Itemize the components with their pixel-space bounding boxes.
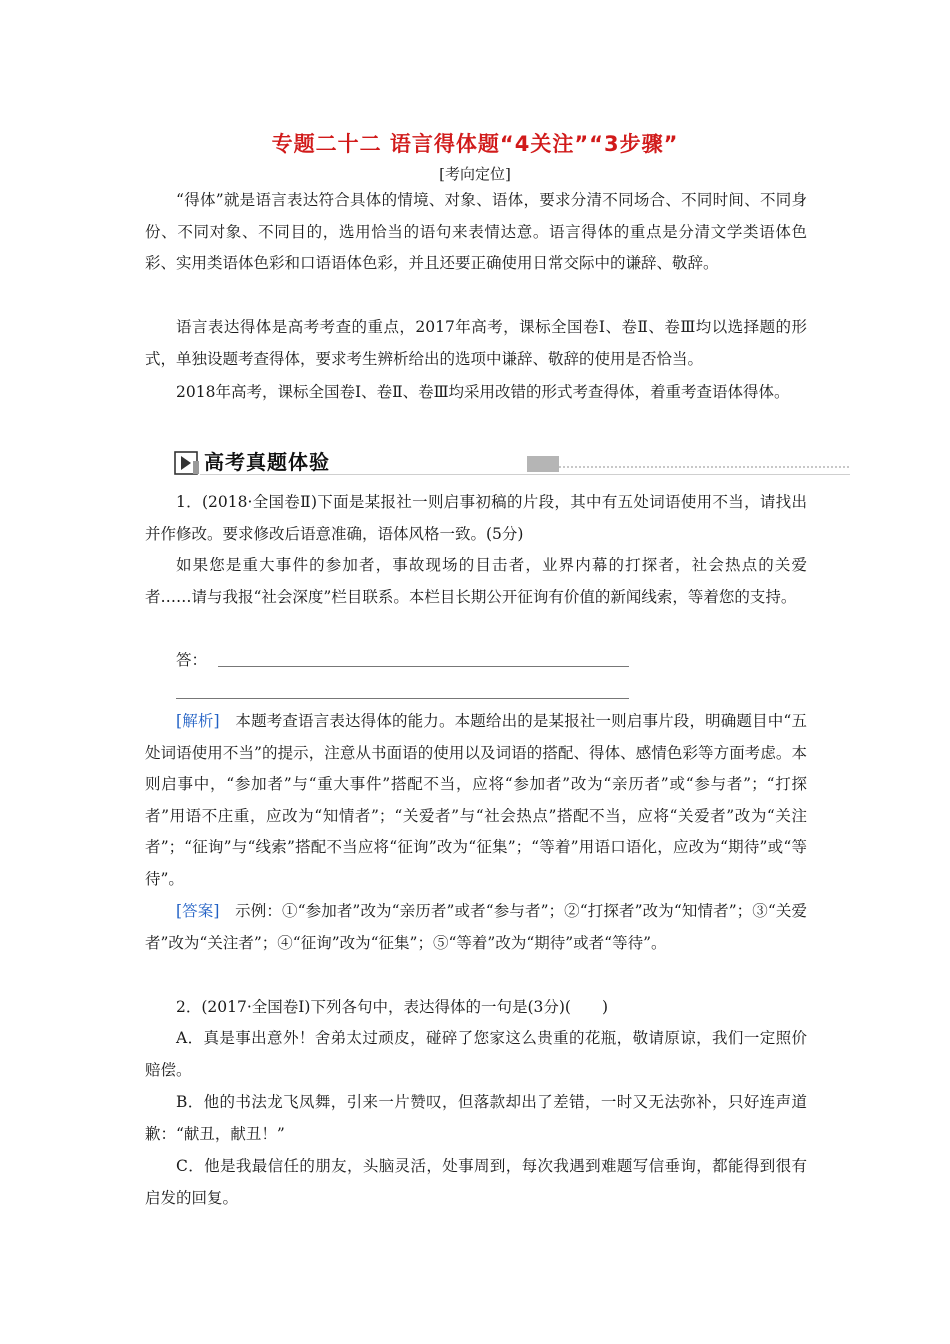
question-2-option-b: B．他的书法龙飞凤舞，引来一片赞叹，但落款却出了差错，一时又无法弥补，只好连声道歉：“献丑，献丑！” [145,1093,807,1143]
banner-block-decoration [527,456,559,472]
play-arrow-icon [174,451,200,475]
question-2-option-a: A．真是事出意外！舍弟太过顽皮，碰碎了您家这么贵重的花瓶，敬请原谅，我们一定照价赔偿。 [145,1029,807,1079]
answer-line-2[interactable] [176,698,629,699]
question-1-analysis [145,706,807,895]
banner-dotted-line [559,466,849,468]
section-banner-label: 高考真题体验 [204,450,330,474]
intro-paragraph-3: 2018年高考，课标全国卷Ⅰ、卷Ⅱ、卷Ⅲ均采用改错的形式考查得体，着重考查语体得体。 [176,383,790,401]
answer-text: 示例：①“参加者”改为“亲历者”或者“参与者”；②“打探者”改为“知情者”；③“关爱者”改为“关注者”；④“征询”改为“征集”；⑤“等着”改为“期待”或者“等待”。 [145,902,807,952]
banner-underline [200,474,850,475]
answer-label: 答： [176,651,208,669]
question-2-stem: 2．(2017·全国卷Ⅰ)下列各句中，表达得体的一句是(3分)( ) [176,998,609,1016]
section-subhead: [考向定位] [439,165,511,183]
analysis-tag: [解析] [176,712,220,730]
question-1-passage: 如果您是重大事件的参加者，事故现场的目击者，业界内幕的打探者，社会热点的关爱者……请与我报“社会深度”栏目联系。本栏目长期公开征询有价值的新闻线索，等着您的支持。 [145,556,807,606]
document-title: 专题二十二 语言得体题“4关注”“3步骤” [271,132,679,156]
section-banner [174,447,850,477]
answer-tag: [答案] [176,902,220,920]
question-1-answer [145,896,807,959]
intro-paragraph-1: “得体”就是语言表达符合具体的情境、对象、语体，要求分清不同场合、不同时间、不同身份、不同对象、不同目的，选用恰当的语句来表情达意。语言得体的重点是分清文学类语体色彩、实用类语体色彩和口语语体色彩，并且还要正确使用日常交际中的谦辞、敬辞。 [145,191,807,272]
intro-paragraph-2: 语言表达得体是高考考查的重点，2017年高考，课标全国卷Ⅰ、卷Ⅱ、卷Ⅲ均以选择题的形式，单独设题考查得体，要求考生辨析给出的选项中谦辞、敬辞的使用是否恰当。 [145,318,807,368]
question-1-stem: 1．(2018·全国卷Ⅱ)下面是某报社一则启事初稿的片段，其中有五处词语使用不当，请找出并作修改。要求修改后语意准确，语体风格一致。(5分) [145,493,807,543]
answer-line-1[interactable] [218,666,629,667]
question-2-option-c: C．他是我最信任的朋友，头脑灵活，处事周到，每次我遇到难题写信垂询，都能得到很有启发的回复。 [145,1157,807,1207]
analysis-text: 本题考查语言表达得体的能力。本题给出的是某报社一则启事片段，明确题目中“五处词语使用不当”的提示，注意从书面语的使用以及词语的搭配、得体、感情色彩等方面考虑。本则启事中，“参加者”与“重大事件”搭配不当，应将“参加者”改为“亲历者”或“参与者”；“打探者”用语不庄重，应改为“知情者”；“关爱者”与“社会热点”搭配不当，应将“关爱者”改为“关注者”；“征询”与“线索”搭配不当应将“征询”改为“征集”；“等着”用语口语化，应改为“期待”或“等待”。 [145,712,807,888]
